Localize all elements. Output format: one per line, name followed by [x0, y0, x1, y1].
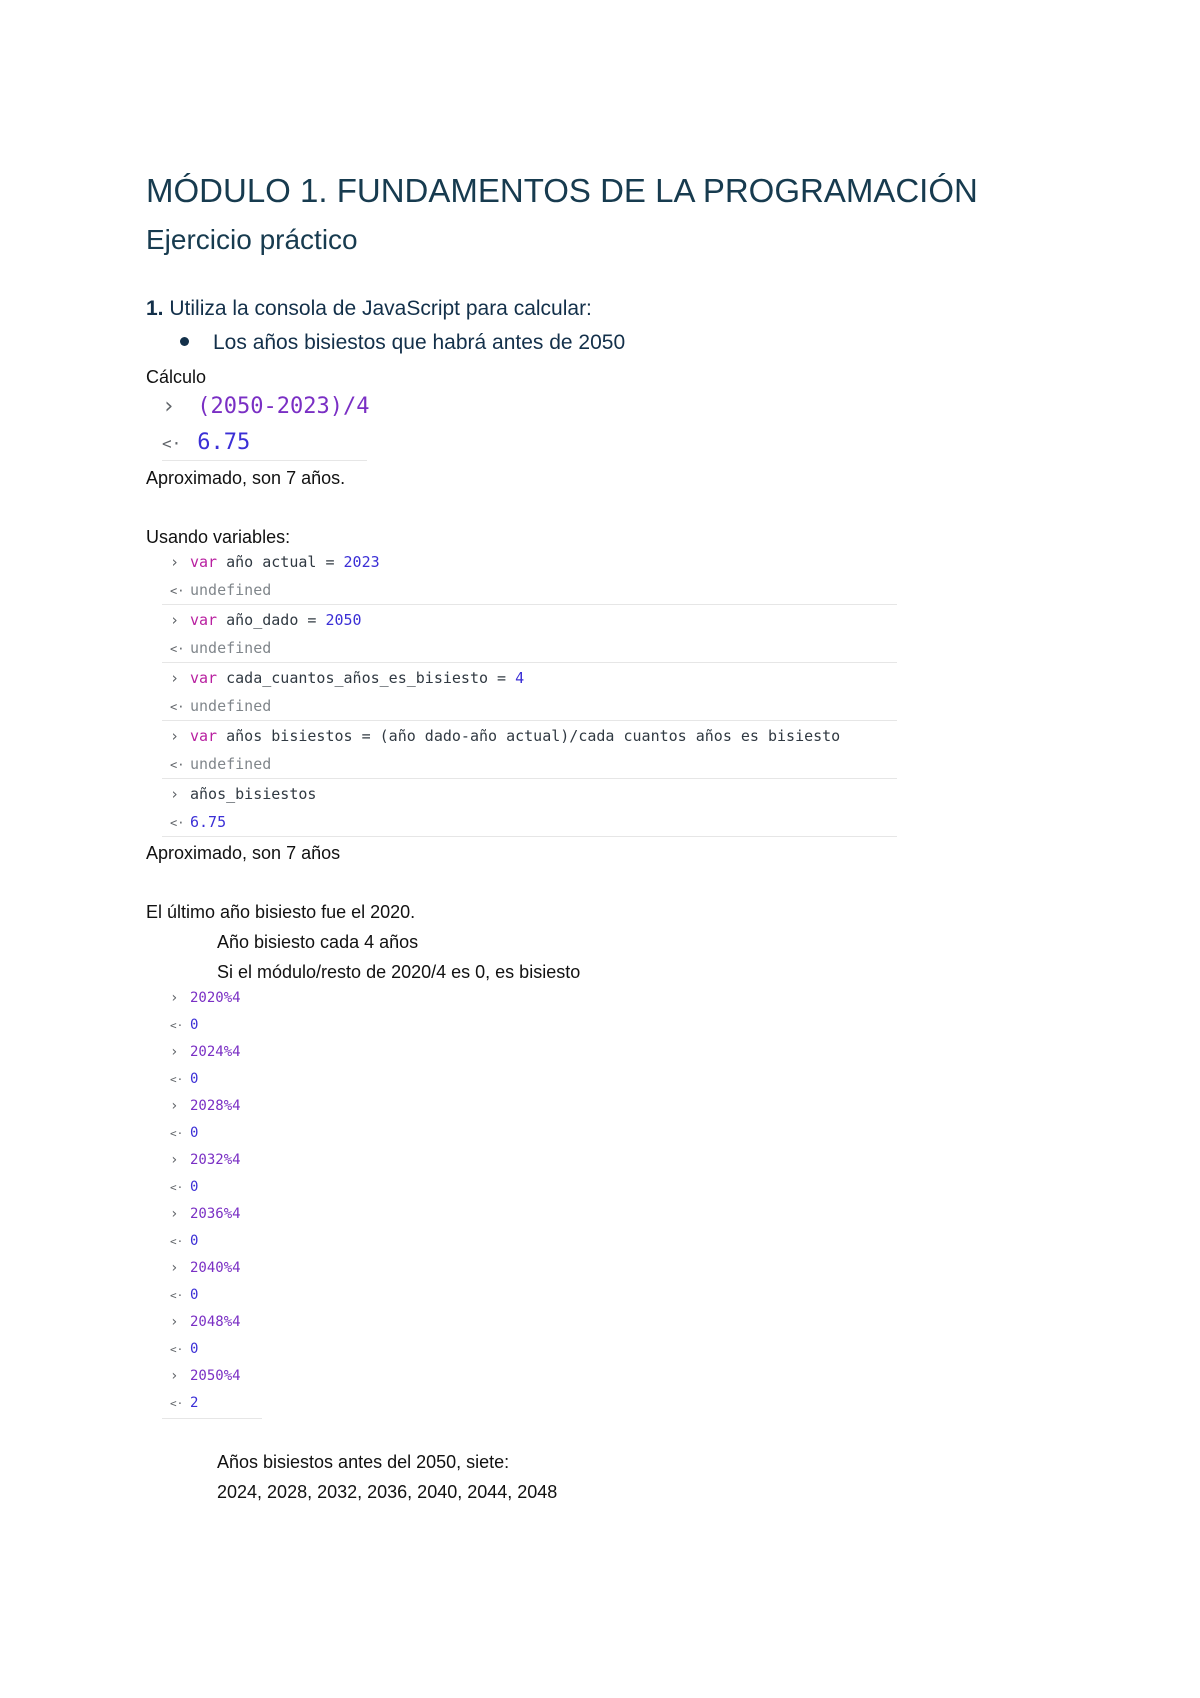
modulo-expression: 2040%4: [190, 1260, 241, 1276]
console2-input-line: [170, 669, 524, 687]
console3-output-line: [170, 1179, 198, 1195]
console3-input-line: [170, 1152, 241, 1168]
bullet-item: [180, 331, 625, 355]
input-prompt-icon: ›: [170, 1044, 179, 1060]
console3-input-line: [170, 1098, 241, 1114]
console3-output-line: [170, 1233, 198, 1249]
conclusion-text: Años bisiestos antes del 2050, siete:: [217, 1452, 510, 1472]
console-divider: [162, 778, 897, 779]
number-literal: 4: [515, 669, 525, 687]
question-number: 1.: [146, 297, 164, 320]
console3-input-line: [170, 1044, 241, 1060]
statement-text: años bisiestos = (año dado-año actual)/cada cuantos años es bisiesto: [217, 727, 841, 745]
modulo-expression: 2028%4: [190, 1098, 241, 1114]
modulo-result: 2: [190, 1395, 199, 1411]
modulo-result: 0: [190, 1179, 199, 1195]
input-prompt-icon: ›: [170, 990, 179, 1006]
console2-output: undefined: [190, 581, 272, 599]
statement-text: año_dado =: [217, 611, 326, 629]
question: [146, 297, 592, 321]
console-divider: [162, 836, 897, 837]
output-prompt-icon: <·: [170, 700, 185, 714]
keyword: var: [190, 727, 218, 745]
console-divider: [162, 1418, 262, 1419]
modulo-expression: 2020%4: [190, 990, 241, 1006]
mod-rule-text: Si el módulo/resto de 2020/4 es 0, es bisiesto: [217, 962, 581, 982]
input-prompt-icon: ›: [170, 1260, 179, 1276]
approx-text-1: Aproximado, son 7 años.: [146, 468, 346, 488]
console3-output-line: [170, 1017, 198, 1033]
input-prompt-icon: ›: [162, 394, 176, 419]
output-prompt-icon: <·: [170, 816, 185, 830]
input-prompt-icon: ›: [170, 553, 180, 571]
console-divider: [162, 662, 897, 663]
keyword: var: [190, 553, 218, 571]
output-prompt-icon: <·: [170, 1019, 184, 1032]
output-prompt-icon: <·: [170, 584, 185, 598]
modulo-expression: 2024%4: [190, 1044, 241, 1060]
output-prompt-icon: <·: [170, 1343, 184, 1356]
leap-every-text: Año bisiesto cada 4 años: [217, 932, 419, 952]
vars-label: Usando variables:: [146, 527, 291, 547]
modulo-expression: 2036%4: [190, 1206, 241, 1222]
calc-label: Cálculo: [146, 367, 207, 387]
modulo-result: 0: [190, 1287, 199, 1303]
modulo-expression: 2050%4: [190, 1368, 241, 1384]
output-prompt-icon: <·: [170, 642, 185, 656]
console3-output-line: [170, 1341, 198, 1357]
last-leap-text: El último año bisiesto fue el 2020.: [146, 902, 416, 922]
exercise-subtitle: Ejercicio práctico: [146, 224, 358, 255]
modulo-result: 0: [190, 1071, 199, 1087]
input-prompt-icon: ›: [170, 1098, 179, 1114]
output-prompt-icon: <·: [170, 758, 185, 772]
question-text: Utiliza la consola de JavaScript para calcular:: [169, 297, 592, 320]
console3-output-line: [170, 1287, 198, 1303]
console3-input-line: [170, 1314, 241, 1330]
output-prompt-icon: <·: [170, 1397, 184, 1410]
console3-input-line: [170, 1260, 241, 1276]
input-prompt-icon: ›: [170, 669, 180, 687]
console2-input-line: [170, 611, 362, 629]
input-prompt-icon: ›: [170, 785, 180, 803]
modulo-expression: 2032%4: [190, 1152, 241, 1168]
console2-output-line: [170, 755, 271, 773]
years-list: 2024, 2028, 2032, 2036, 2040, 2044, 2048: [217, 1482, 558, 1502]
output-prompt-icon: <·: [170, 1181, 184, 1194]
input-prompt-icon: ›: [170, 1314, 179, 1330]
bullet-text: Los años bisiestos que habrá antes de 2050: [213, 331, 626, 354]
output-prompt-icon: <·: [170, 1235, 184, 1248]
console2-output-line: [170, 697, 271, 715]
console-divider: [162, 604, 897, 605]
console-divider: [162, 460, 367, 461]
console2-output: undefined: [190, 697, 272, 715]
console2-output-line: [170, 813, 226, 831]
console2-input-line: [170, 727, 840, 745]
console-input: (2050-2023)/4: [197, 394, 370, 419]
console2-output: undefined: [190, 639, 272, 657]
statement-text: cada_cuantos_años_es_bisiesto =: [217, 669, 516, 687]
output-prompt-icon: <·: [170, 1127, 184, 1140]
console-output: 6.75: [197, 430, 251, 455]
approx-text-2: Aproximado, son 7 años: [146, 843, 341, 863]
console3-output-line: [170, 1125, 198, 1141]
input-prompt-icon: ›: [170, 1206, 179, 1222]
console2-output: undefined: [190, 755, 272, 773]
console-input-line: [162, 394, 369, 419]
output-prompt-icon: <·: [170, 1073, 184, 1086]
number-literal: 2050: [325, 611, 362, 629]
input-prompt-icon: ›: [170, 1368, 179, 1384]
statement-text: año actual =: [217, 553, 344, 571]
keyword: var: [190, 669, 218, 687]
console-divider: [162, 720, 897, 721]
console3-output-line: [170, 1395, 198, 1411]
input-prompt-icon: ›: [170, 611, 180, 629]
console2-input-line: [170, 553, 380, 571]
console3-input-line: [170, 990, 241, 1006]
bullet-dot-icon: [180, 337, 189, 346]
input-prompt-icon: ›: [170, 1152, 179, 1168]
output-prompt-icon: <·: [162, 434, 182, 453]
modulo-result: 0: [190, 1125, 199, 1141]
keyword: var: [190, 611, 218, 629]
module-title: MÓDULO 1. FUNDAMENTOS DE LA PROGRAMACIÓN: [146, 172, 978, 209]
modulo-result: 0: [190, 1017, 199, 1033]
console2-output-line: [170, 581, 271, 599]
console-output-line: [162, 430, 250, 455]
console3-input-line: [170, 1368, 241, 1384]
console2-input-line: [170, 785, 316, 803]
console3-output-line: [170, 1071, 198, 1087]
output-prompt-icon: <·: [170, 1289, 184, 1302]
input-prompt-icon: ›: [170, 727, 180, 745]
console2-output: 6.75: [190, 813, 227, 831]
statement-text: años_bisiestos: [190, 785, 317, 803]
number-literal: 2023: [343, 553, 380, 571]
console2-output-line: [170, 639, 271, 657]
console3-input-line: [170, 1206, 241, 1222]
modulo-expression: 2048%4: [190, 1314, 241, 1330]
modulo-result: 0: [190, 1341, 199, 1357]
modulo-result: 0: [190, 1233, 199, 1249]
